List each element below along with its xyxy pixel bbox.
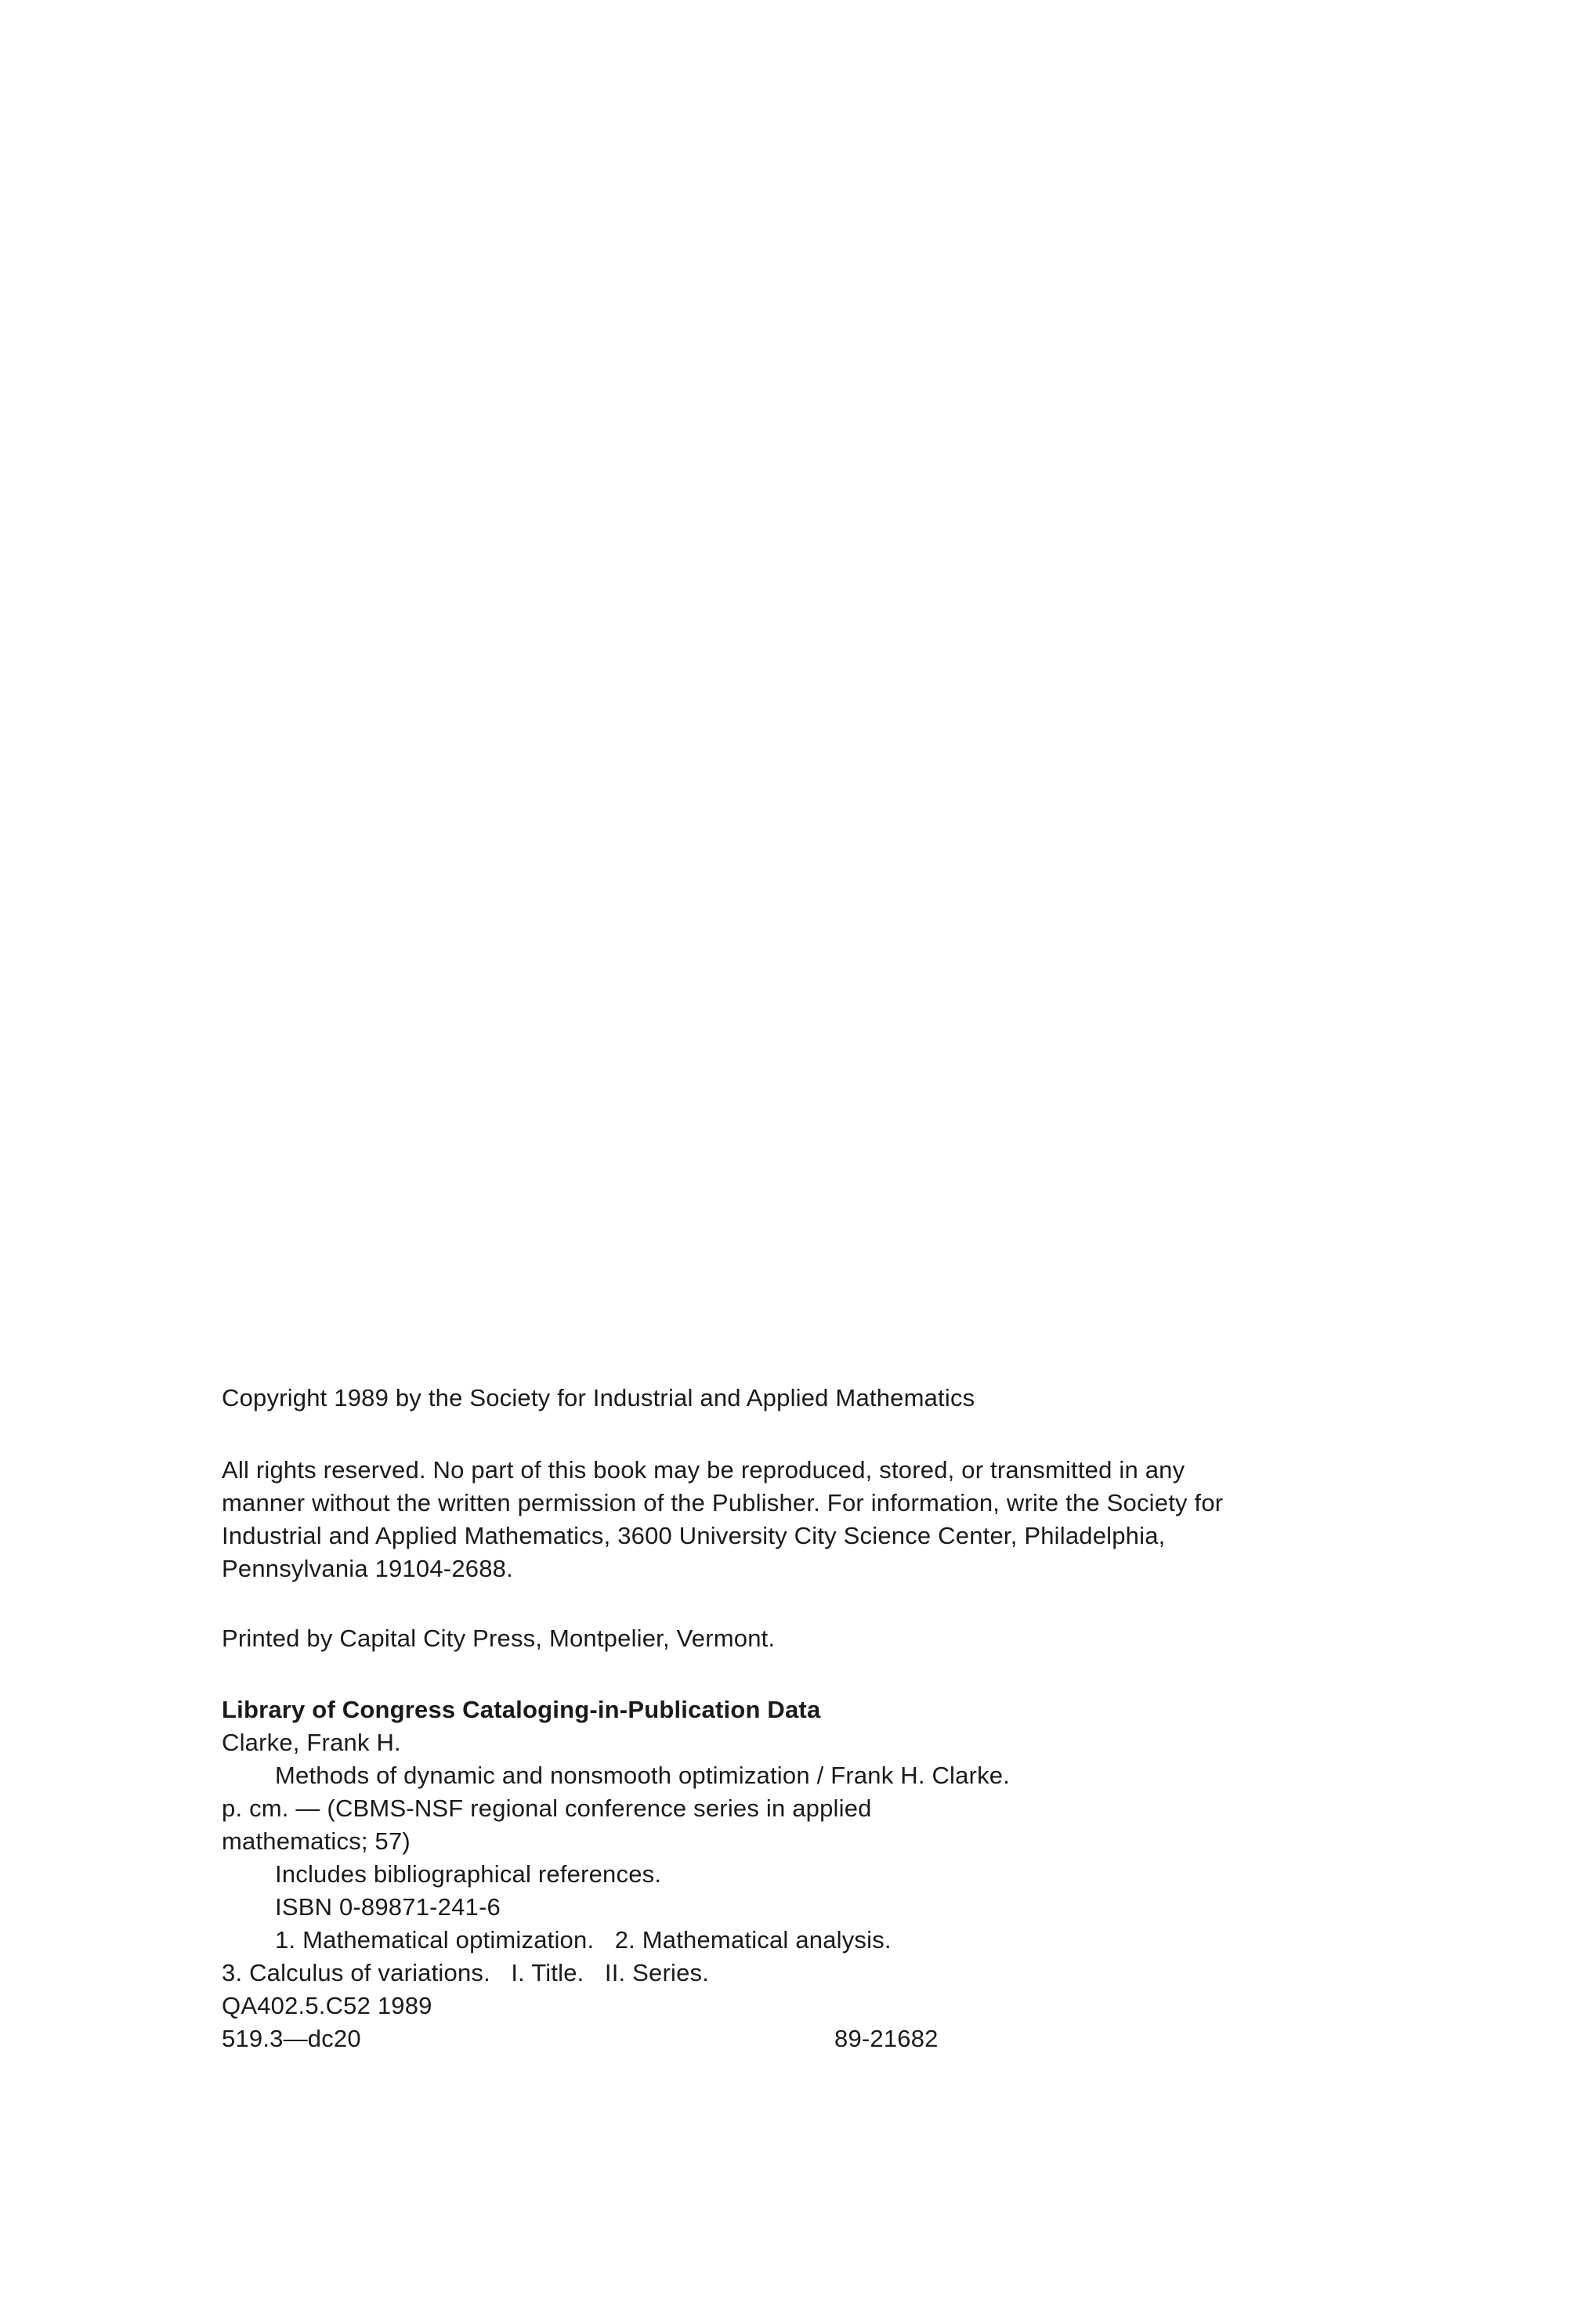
cip-author: Clarke, Frank H. <box>222 1729 401 1756</box>
cip-lc-classification: QA402.5.C52 1989 <box>222 1992 432 2019</box>
cip-series-line: mathematics; 57) <box>222 1827 411 1855</box>
cip-subjects-line: 1. Mathematical optimization. 2. Mathematical analysis. <box>275 1926 892 1954</box>
cip-data-block <box>222 1693 1311 2055</box>
cip-series-line: p. cm. — (CBMS-NSF regional conference series in applied <box>222 1795 872 1822</box>
cip-isbn: ISBN 0-89871-241-6 <box>275 1893 501 1921</box>
cip-bibliography-note: Includes bibliographical references. <box>275 1860 662 1888</box>
cip-dewey-row <box>222 2022 1311 2055</box>
cip-dewey: 519.3—dc20 <box>222 2025 361 2052</box>
rights-statement <box>222 1454 1311 1585</box>
cip-heading: Library of Congress Cataloging-in-Publication Data <box>222 1696 821 1723</box>
cip-title: Methods of dynamic and nonsmooth optimization / Frank H. Clarke. <box>275 1762 1011 1789</box>
rights-line: manner without the written permission of the Publisher. For information, write the Society for <box>222 1489 1224 1516</box>
cip-lccn: 89-21682 <box>834 2025 939 2052</box>
rights-line: Pennsylvania 19104-2688. <box>222 1555 513 1582</box>
copyright-notice: Copyright 1989 by the Society for Industrial and Applied Mathematics <box>222 1384 975 1411</box>
rights-line: All rights reserved. No part of this book may be reproduced, stored, or transmitted in any <box>222 1456 1185 1484</box>
rights-line: Industrial and Applied Mathematics, 3600 University City Science Center, Philadelphia, <box>222 1522 1166 1549</box>
cip-subjects-line: 3. Calculus of variations. I. Title. II. Series. <box>222 1959 710 1986</box>
printer-statement: Printed by Capital City Press, Montpelier, Vermont. <box>222 1625 776 1652</box>
